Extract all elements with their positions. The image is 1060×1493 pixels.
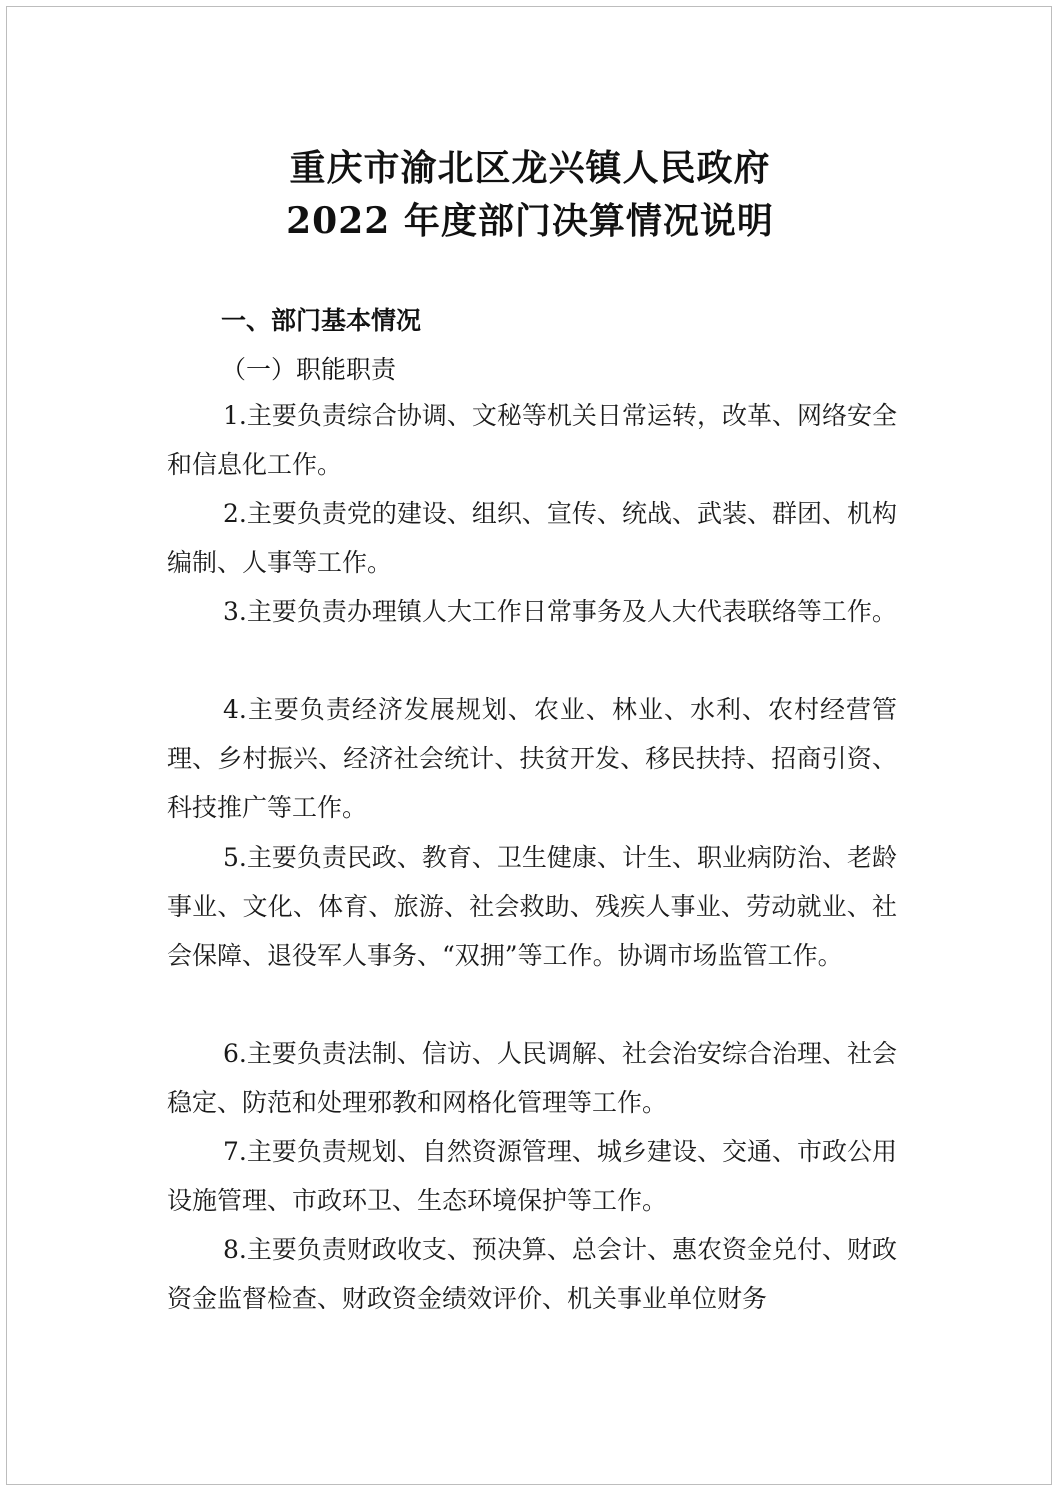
document-title-line-2: 2022 年度部门决算情况说明 xyxy=(286,200,774,242)
paragraph-6: 6.主要负责法制、信访、人民调解、社会治安综合治理、社会稳定、防范和处理邪教和网格化管理等工作。 xyxy=(167,1039,897,1117)
section-heading: 一、部门基本情况 xyxy=(221,306,422,335)
paragraph-8: 8.主要负责财政收支、预决算、总会计、惠农资金兑付、财政资金监督检查、财政资金绩效评价、机关事业单位财务 xyxy=(167,1235,897,1313)
subsection-heading: （一）职能职责 xyxy=(221,355,397,384)
paragraph-7: 7.主要负责规划、自然资源管理、城乡建设、交通、市政公用设施管理、市政环卫、生态环境保护等工作。 xyxy=(167,1137,897,1215)
paragraph-5: 5.主要负责民政、教育、卫生健康、计生、职业病防治、老龄事业、文化、体育、旅游、社会救助、残疾人事业、劳动就业、社会保障、退役军人事务、“双拥”等工作。协调市场监管工作。 xyxy=(167,843,897,970)
paragraph-1: 1.主要负责综合协调、文秘等机关日常运转，改革、网络安全和信息化工作。 xyxy=(167,401,897,479)
paragraph-4: 4.主要负责经济发展规划、农业、林业、水利、农村经营管理、乡村振兴、经济社会统计、扶贫开发、移民扶持、招商引资、科技推广等工作。 xyxy=(167,695,897,822)
document-title-line-1: 重庆市渝北区龙兴镇人民政府 xyxy=(289,147,771,189)
paragraph-3: 3.主要负责办理镇人大工作日常事务及人大代表联络等工作。 xyxy=(223,597,897,626)
paragraph-2: 2.主要负责党的建设、组织、宣传、统战、武装、群团、机构编制、人事等工作。 xyxy=(167,499,897,577)
document-page xyxy=(6,6,1052,1485)
